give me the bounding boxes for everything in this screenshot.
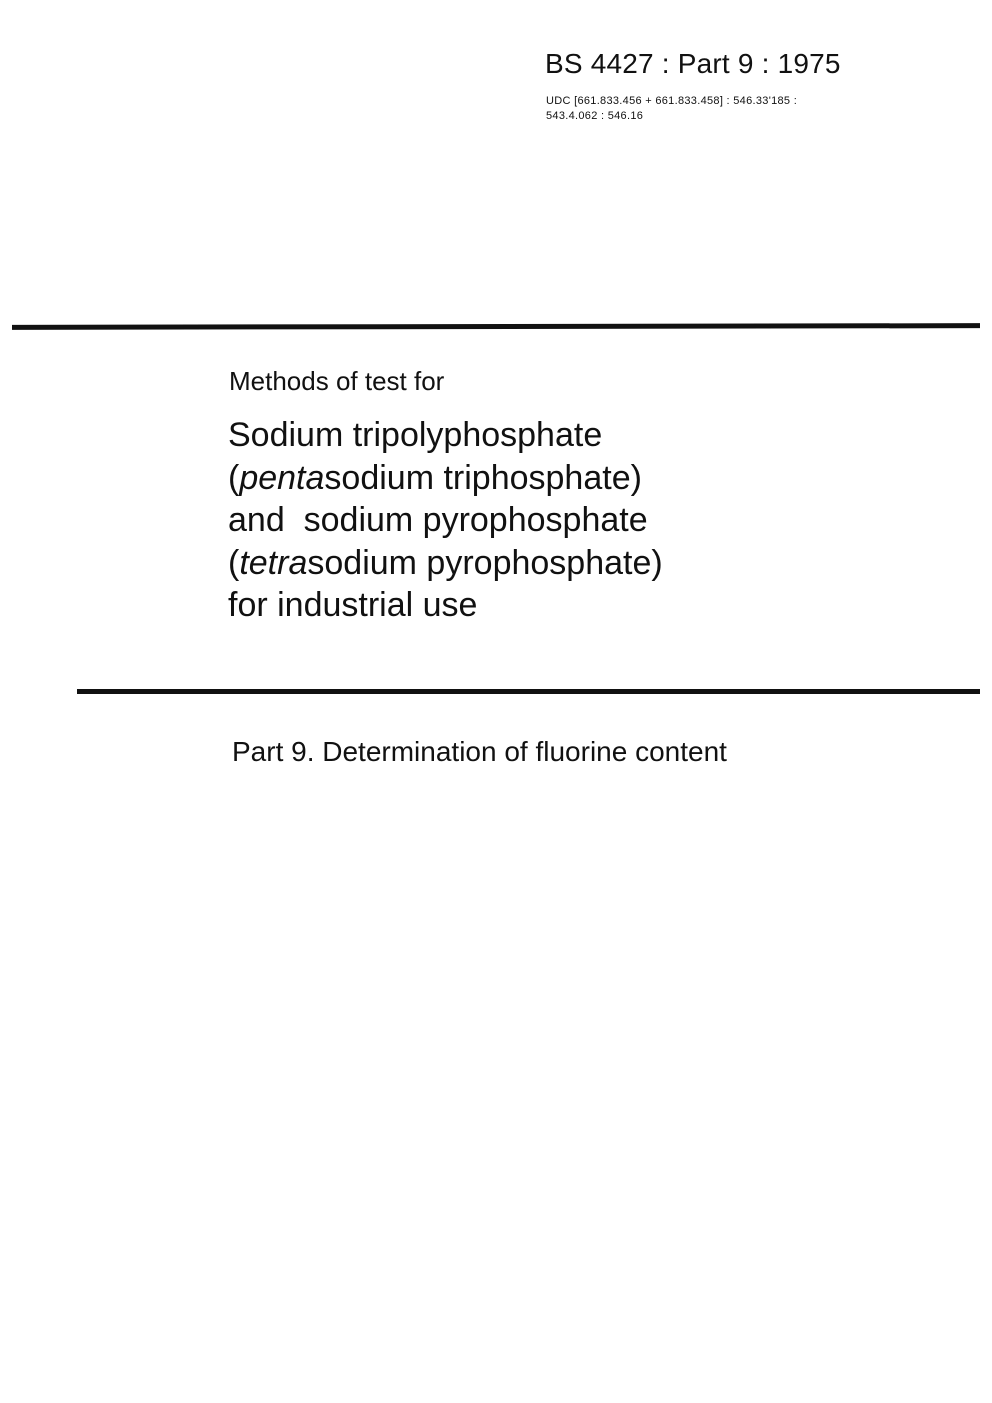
title-line-4-italic: tetra — [239, 543, 308, 582]
udc-line-1: UDC [661.833.456 + 661.833.458] : 546.33'185 : — [546, 95, 798, 107]
title-line-5: for industrial use — [228, 586, 478, 624]
title-line-4-rest: sodium pyrophosphate) — [307, 543, 663, 582]
title-line-3: and sodium pyrophosphate — [228, 501, 648, 539]
title-line-4-open: ( — [228, 543, 240, 582]
document-title — [228, 414, 663, 627]
top-divider-rule — [12, 323, 980, 330]
title-line-2-open: ( — [228, 458, 240, 497]
bottom-divider-rule — [77, 689, 980, 694]
part-title: Part 9. Determination of fluorine content — [232, 736, 727, 767]
title-line-2-rest: sodium triphosphate) — [324, 458, 642, 497]
udc-classification — [546, 94, 797, 124]
title-line-1: Sodium tripolyphosphate — [228, 416, 603, 454]
udc-line-2: 543.4.062 : 546.16 — [546, 110, 644, 122]
title-line-2-italic: penta — [239, 458, 325, 497]
title-line-4 — [228, 542, 663, 585]
title-line-2 — [228, 457, 663, 500]
standard-number: BS 4427 : Part 9 : 1975 — [545, 48, 841, 79]
title-intro: Methods of test for — [229, 366, 445, 396]
